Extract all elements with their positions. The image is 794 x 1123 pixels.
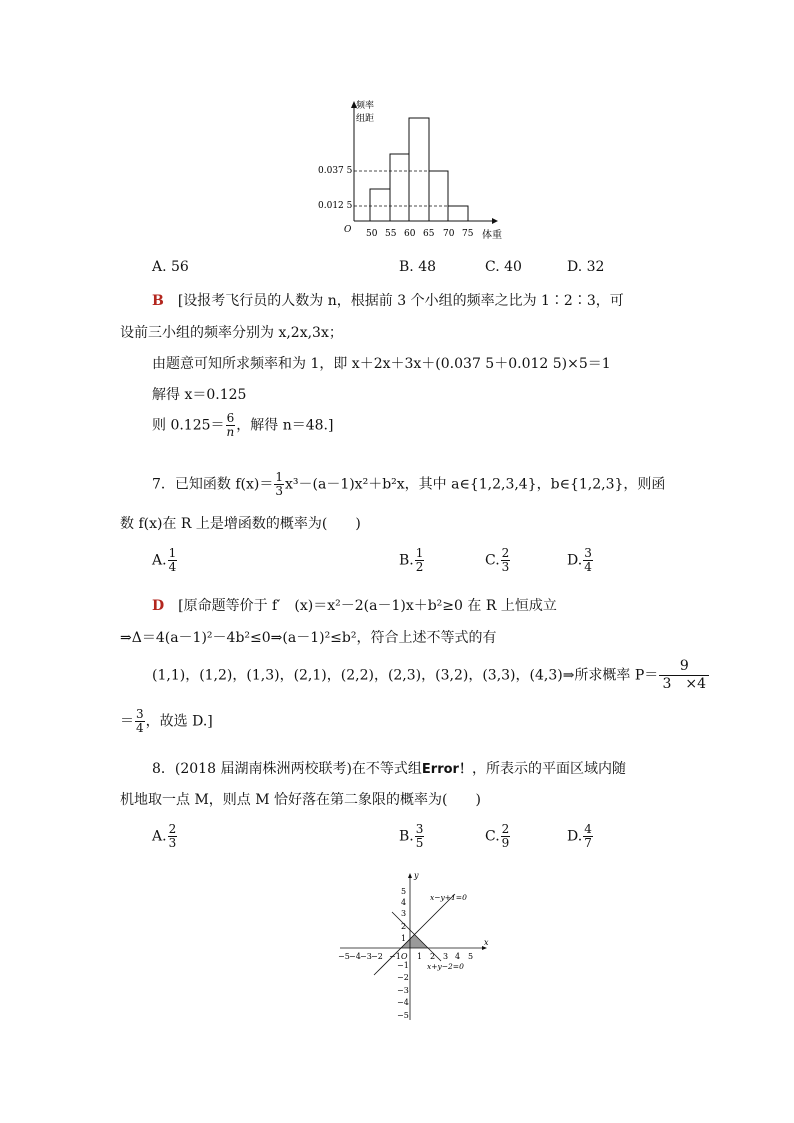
denominator: 9 [501,836,510,850]
q8-stem-line2: 机地取一点 M，则点 M 恰好落在第二象限的概率为( ) [120,792,481,808]
q7-answer-letter: D [152,598,165,614]
y-tick-high: 0.037 5 [318,166,353,176]
q7-option-b [399,547,425,574]
numerator: 1 [275,470,283,484]
y-tick-low: 0.012 5 [318,201,353,211]
bar-65-70 [429,171,448,221]
fraction [415,823,425,850]
numerator: 3 [136,707,144,721]
x-tick: −3 [360,952,372,961]
bar-55-60 [390,154,409,221]
x-tick: −2 [371,952,383,961]
text: ，所表示的平面区域内随 [471,761,626,777]
label: C. [485,828,500,845]
fraction [274,471,284,498]
y-tick: −1 [397,961,409,970]
numerator: 2 [168,822,177,836]
numerator: 6 [226,411,235,425]
x-tick: 1 [417,952,423,961]
text: x³－(a－1)x²＋b²x，其中 a∈{1,2,3,4}，b∈{1,2,3}，则函 [285,476,666,493]
label: B. [399,828,414,845]
q6-solution-line3: 由题意可知所求频率和为 1，即 x＋2x＋3x＋(0.037 5＋0.012 5)×5＝1 [152,356,611,372]
origin-label: O [344,225,352,235]
fraction [226,412,236,439]
x-tick: O [401,952,408,961]
line1-label: x−y+1=0 [430,893,467,902]
denominator: 2 [415,560,424,574]
fraction [168,547,178,574]
y-tick: 4 [401,898,407,907]
denominator: 3 [501,560,510,574]
denominator: n [226,425,235,439]
y-tick: 5 [401,887,407,896]
q8-option-d [567,823,594,850]
y-tick: −4 [397,998,409,1007]
denominator: 4 [168,560,177,574]
fraction [168,823,178,850]
label: A. [152,828,167,845]
numerator: 1 [415,546,424,560]
fraction [583,547,593,574]
denominator: 3 [168,836,177,850]
q7-solution-line1 [152,595,557,615]
q8-stem-line1 [152,758,626,778]
q6-solution-line5 [152,412,333,439]
q6-solution-line4: 解得 x＝0.125 [152,387,247,403]
numerator: 3 [415,822,424,836]
q7-option-d [567,547,594,574]
label: D. [567,828,583,845]
x-tick: 50 [366,229,378,239]
y-title-top: 频率 [356,101,375,111]
x-tick: 4 [455,952,461,961]
text: (1,1)，(1,2)，(1,3)，(2,1)，(2,2)，(2,3)，(3,2)，(3,3)，(4,3)⇒所求概率 P＝ [152,667,659,684]
numerator: 4 [584,822,592,836]
denominator: 3 [275,484,283,498]
fraction [501,547,511,574]
bar-60-65 [409,118,429,221]
numerator: 3 [584,546,592,560]
q7-stem-line1 [152,471,665,498]
x-tick: 5 [468,952,474,961]
q6-solution-line2: 设前三小组的频率分别为 x,2x,3x； [120,325,343,341]
q8-option-c [485,823,511,850]
y-tick: 2 [401,922,407,931]
y-tick: −3 [397,986,409,995]
q7-option-a [152,547,178,574]
text: ，故选 D.] [145,713,213,730]
numerator: 1 [168,546,177,560]
fraction [501,823,511,850]
coordinate-plane [334,868,504,1028]
denominator: 3 ×4 [662,676,707,692]
q6-option-d: D. 32 [567,259,605,275]
y-tick: −2 [397,973,409,982]
q6-option-c: C. 40 [485,259,522,275]
q6-option-b: B. 48 [399,259,437,275]
numerator: 2 [501,822,510,836]
fraction [415,547,425,574]
x-axis-label: x [484,938,489,947]
q8-option-b [399,823,425,850]
q6-option-a: A. 56 [152,259,189,275]
y-tick: 1 [401,934,407,943]
bar-50-55 [370,189,390,221]
denominator: 4 [584,560,592,574]
y-tick: −5 [397,1011,409,1020]
text: 则 0.125＝ [152,417,225,434]
numerator: 2 [501,546,510,560]
y-title-bottom: 组距 [356,114,375,124]
q6-solution-text: [设报考飞行员的人数为 n，根据前 3 个小组的频率之比为 1∶2∶3，可 [177,293,624,309]
text: 8．(2018 届湖南株洲两校联考)在不等式组 [152,761,422,777]
numerator: 9 [659,658,709,676]
error-marker: Error！ [421,762,472,777]
denominator: 7 [584,836,592,850]
fraction [135,708,145,735]
x-axis-label: 体重 [482,230,502,241]
text: ＝ [120,713,134,730]
x-tick: −4 [349,952,361,961]
y-tick: 3 [401,909,407,918]
denominator: 4 [136,721,144,735]
q6-answer-letter: B [152,293,164,309]
q6-solution-line1 [152,290,624,310]
x-tick: −5 [338,952,350,961]
x-tick: 2 [430,952,436,961]
x-tick: 3 [443,952,449,961]
y-axis-label: y [414,871,419,880]
fraction [659,658,709,693]
line2-label: x+y−2=0 [427,962,464,971]
label: A. [152,552,167,569]
x-tick: 70 [443,229,455,239]
text: 7．已知函数 f(x)＝ [152,476,274,493]
q7-solution-line4 [120,708,213,735]
label: B. [399,552,414,569]
bar-70-75 [448,206,468,221]
x-tick: 75 [462,229,474,239]
x-tick: 65 [423,229,435,239]
denominator: 5 [415,836,424,850]
text: ，解得 n＝48.] [236,417,334,434]
frequency-histogram [310,96,520,246]
label: C. [485,552,500,569]
q7-solution-line2: ⇒Δ＝4(a－1)²－4b²≤0⇒(a－1)²≤b²，符合上述不等式的有 [120,630,497,646]
label: D. [567,552,583,569]
x-tick: 60 [404,229,416,239]
q7-stem-line2: 数 f(x)在 R 上是增函数的概率为( ) [120,516,361,532]
q8-option-a [152,823,178,850]
x-tick: −1 [389,952,401,961]
q7-option-c [485,547,511,574]
q7-solution-text: [原命题等价于 f′ (x)＝x²－2(a－1)x＋b²≥0 在 R 上恒成立 [178,598,557,614]
q7-solution-line3 [152,658,710,693]
x-tick: 55 [385,229,397,239]
fraction [583,823,593,850]
